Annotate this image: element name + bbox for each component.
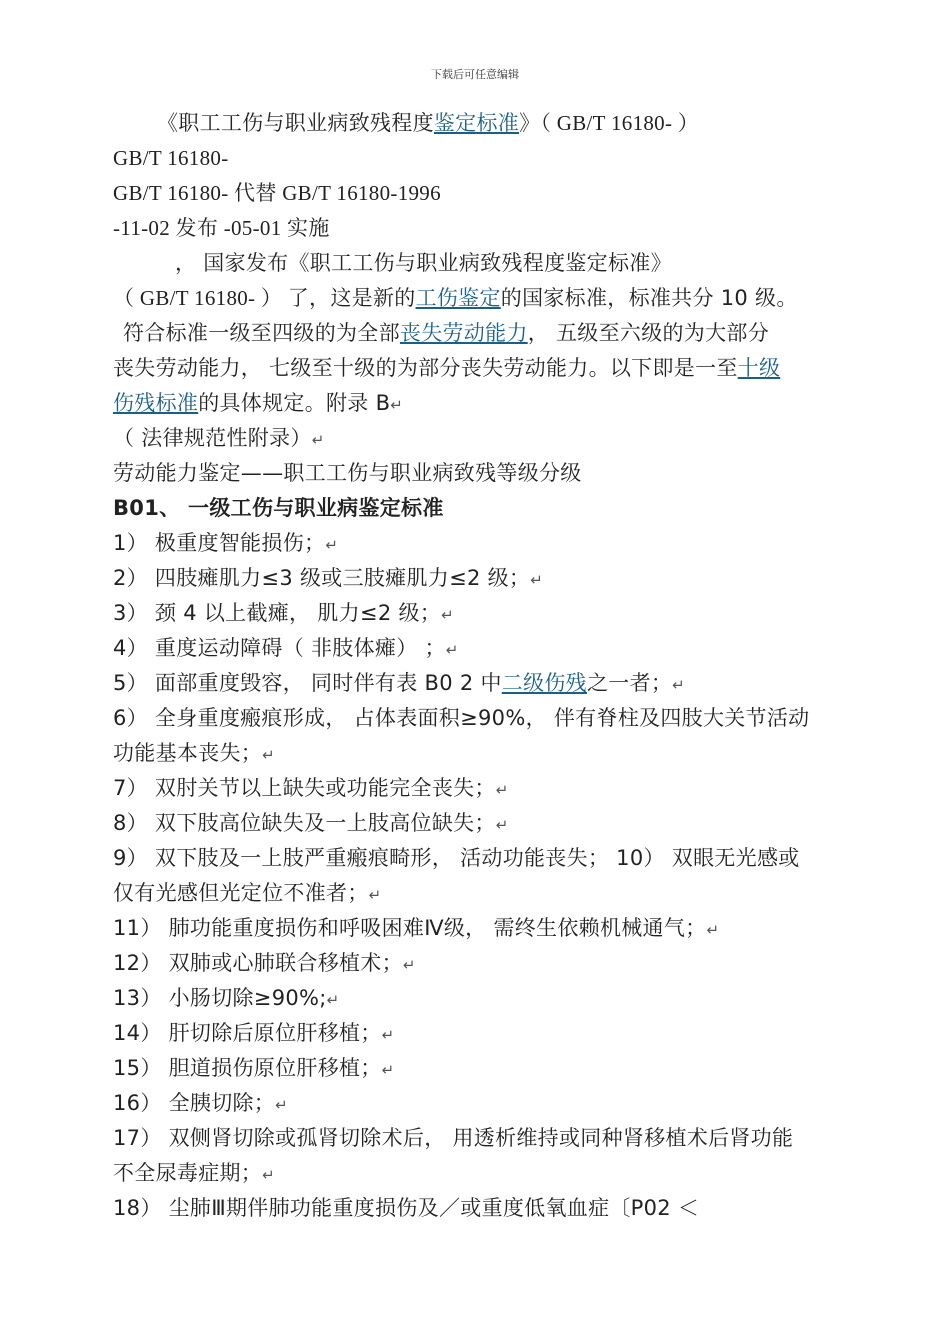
link-appraisal-standard[interactable]: 鉴定标准 <box>433 111 520 135</box>
appendix-note: （ 法律规范性附录）↵ <box>113 426 325 450</box>
announce-line: ， 国家发布《职工工伤与职业病致残程度鉴定标准》 <box>175 251 672 275</box>
page-header: 下载后可任意编辑 <box>431 68 519 81</box>
intro-line-3: 丧失劳动能力， 七级至十级的为部分丧失劳动能力。以下即是一至十级 <box>113 356 781 380</box>
list-item: 2） 四肢瘫肌力≤3 级或三肢瘫肌力≤2 级；↵ <box>113 566 544 590</box>
list-item: 功能基本丧失；↵ <box>113 741 275 765</box>
list-item: 8） 双下肢高位缺失及一上肢高位缺失；↵ <box>113 811 509 835</box>
list-item: 12） 双肺或心肺联合移植术；↵ <box>113 951 416 975</box>
link-injury-appraisal[interactable]: 工伤鉴定 <box>415 286 501 310</box>
list-item: 11） 肺功能重度损伤和呼吸困难Ⅳ级， 需终生依赖机械通气；↵ <box>113 916 720 940</box>
title-code: 》（ GB/T 16180- ） <box>519 111 700 135</box>
link-ten-grade[interactable]: 十级 <box>737 356 781 380</box>
list-item: 4） 重度运动障碍（ 非肢体瘫） ；↵ <box>113 636 459 660</box>
list-item: 不全尿毒症期；↵ <box>113 1161 275 1185</box>
title-line <box>113 106 853 141</box>
replaces-line: GB/T 16180- 代替 GB/T 16180-1996 <box>113 181 441 205</box>
title-text: 《职工工伤与职业病致残程度 <box>157 111 434 135</box>
list-item: 13） 小肠切除≥90%;↵ <box>113 986 340 1010</box>
intro-line-4: 伤残标准的具体规定。附录 B↵ <box>113 391 404 415</box>
list-item: 16） 全胰切除；↵ <box>113 1091 288 1115</box>
list-item: 15） 胆道损伤原位肝移植；↵ <box>113 1056 395 1080</box>
list-item: 5） 面部重度毁容， 同时伴有表 B0 2 中二级伤残之一者；↵ <box>113 671 686 695</box>
intro-line-2: 符合标准一级至四级的为全部丧失劳动能力， 五级至六级的为大部分 <box>123 321 769 345</box>
dates-line: -11-02 发布 -05-01 实施 <box>113 216 330 240</box>
list-item: 1） 极重度智能损伤；↵ <box>113 531 339 555</box>
link-second-grade[interactable]: 二级伤残 <box>501 671 587 695</box>
list-item: 17） 双侧肾切除或孤肾切除术后， 用透析维持或同种肾移植术后肾功能 <box>113 1126 794 1150</box>
list-item: 9） 双下肢及一上肢严重瘢痕畸形， 活动功能丧失； 10） 双眼无光感或 <box>113 846 800 870</box>
list-item: 3） 颈 4 以上截瘫， 肌力≤2 级；↵ <box>113 601 454 625</box>
list-item: 仅有光感但光定位不准者；↵ <box>113 881 382 905</box>
section-title: B01、 一级工伤与职业病鉴定标准 <box>113 496 444 520</box>
standard-code-line: GB/T 16180- <box>113 146 229 170</box>
intro-line-1: （ GB/T 16180- ） 了，这是新的工伤鉴定的国家标准，标准共分 10 级。 <box>113 286 798 310</box>
list-item: 7） 双肘关节以上缺失或功能完全丧失；↵ <box>113 776 509 800</box>
appendix-title: 劳动能力鉴定——职工工伤与职业病致残等级分级 <box>113 461 582 485</box>
list-item: 6） 全身重度瘢痕形成， 占体表面积≥90%， 伴有脊柱及四肢大关节活动 <box>113 706 810 730</box>
link-disability-standard[interactable]: 伤残标准 <box>113 391 199 415</box>
list-item: 18） 尘肺Ⅲ期伴肺功能重度损伤及／或重度低氧血症〔P02 ＜ <box>113 1196 700 1220</box>
link-lose-labor-ability[interactable]: 丧失劳动能力 <box>399 321 528 345</box>
list-item: 14） 肝切除后原位肝移植；↵ <box>113 1021 395 1045</box>
document-body <box>113 106 853 1226</box>
paragraph-mark: ↵ <box>390 396 404 414</box>
